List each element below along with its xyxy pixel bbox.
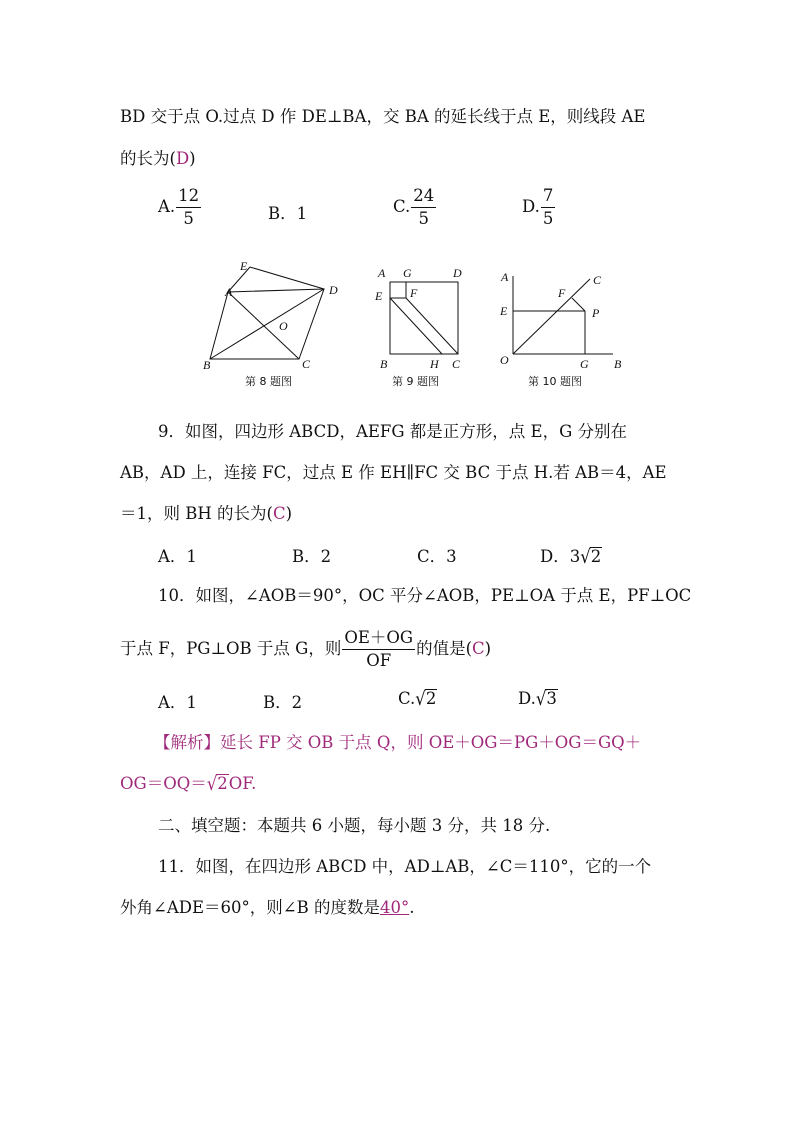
fig9-square-aefg [390,282,406,298]
q10-option-c-letter: C. [398,689,416,708]
q9-line3 [120,502,292,526]
fig10-label-b: B [614,357,622,371]
q10-analysis-line2 [120,772,256,796]
q8-option-a [158,188,202,227]
q8-line2 [120,147,196,171]
q8-answer: D [175,149,190,168]
q11-line2 [120,896,414,920]
q8-option-d-num: 7 [541,188,556,208]
q9-option-c: C．3 [417,547,457,566]
q8-option-c-num: 24 [411,188,436,208]
q9-option-d-radical-sign: √ [580,545,591,568]
fig10-label-g: G [580,357,589,371]
q10-line2-mid: 的值是( [416,639,473,658]
fig9-label-a: A [378,266,386,280]
q8-option-c-letter: C. [393,197,411,216]
q10-option-d-letter: D. [518,689,536,708]
q8-line2-pre: 的长为( [120,149,176,168]
fig9-label-d: D [453,266,462,280]
q10-analysis-line2-pre: OG＝OQ＝ [120,774,207,793]
fig9-caption: 第 9 题图 [392,375,439,388]
section2-heading: 二、填空题：本题共 6 小题，每小题 3 分，共 18 分. [158,816,551,835]
q9-line1: 9．如图，四边形 ABCD，AEFG 都是正方形，点 E，G 分别在 [158,422,627,441]
q8-option-a-fraction [176,188,201,227]
fig8-diagonal-bd [210,289,324,359]
q10-option-d-radical-sign: √ [535,687,547,710]
q8-option-d-fraction [541,188,556,227]
q9-option-d-radicand: 2 [590,547,602,566]
fig10-caption: 第 10 题图 [528,375,582,388]
q10-fraction [342,630,415,669]
q9-line3-post: ) [285,504,293,523]
q10-answer: C [472,639,485,658]
q11-line2-post: . [409,898,415,917]
q10-option-c-radicand: 2 [425,689,437,708]
q10-analysis-line2-post: OF. [228,774,257,793]
q11-answer: 40° [379,898,410,917]
fig8-line-de [250,267,324,289]
q10-line2-pre: 于点 F，PG⊥OB 于点 G，则 [120,639,342,658]
q9-option-a: A．1 [158,547,197,566]
fig9-line-fc [406,298,458,354]
q9-option-b: B．2 [292,547,332,566]
q10-option-d [518,689,558,708]
fig8-label-o: O [279,319,288,333]
fig9-label-e: E [375,289,383,303]
q9-answer: C [272,504,286,523]
q10-option-c-radical-sign: √ [415,687,426,710]
q10-line1: 10．如图，∠AOB＝90°，OC 平分∠AOB，PE⊥OA 于点 E，PF⊥OC [158,586,692,605]
q8-option-c [393,188,437,227]
fig8-label-c: C [302,357,311,371]
fig10-label-f: F [558,286,566,300]
q10-analysis-radical-sign: √ [206,772,218,795]
q8-option-c-fraction [411,188,436,227]
figure-8 [203,259,338,388]
q8-option-b: B．1 [268,204,308,223]
fig9-label-b: B [380,357,388,371]
fig9-label-c: C [452,357,461,371]
fig9-label-g: G [403,266,412,280]
fig9-label-f: F [410,286,418,300]
q10-line2 [120,630,491,669]
q9-line2: AB，AD 上，连接 FC，过点 E 作 EH∥FC 交 BC 于点 H.若 AB＝4，AE [120,463,667,482]
fig8-label-b: B [203,358,211,372]
q9-line3-pre: ＝1，则 BH 的长为( [120,504,273,523]
q8-option-c-den: 5 [418,208,430,228]
fig10-label-a: A [501,270,509,284]
q10-fraction-num: OE＋OG [342,630,415,650]
fig10-label-p: P [592,306,600,320]
fig8-label-a: A [225,285,233,299]
fig8-caption: 第 8 题图 [245,375,292,388]
fig10-line-pf [572,298,585,311]
q8-option-d-letter: D. [522,197,540,216]
q10-option-b: B．2 [263,693,303,712]
q11-line1: 11．如图，在四边形 ABCD 中，AD⊥AB，∠C＝110°，它的一个 [158,857,652,876]
fig8-label-d: D [329,283,338,297]
q10-option-c [398,689,437,708]
q9-option-d-coef: D．3 [540,547,581,566]
q10-analysis-line1: 【解析】延长 FP 交 OB 于点 Q，则 OE＋OG＝PG＋OG＝GQ＋ [154,733,642,752]
q9-option-d [540,543,602,567]
q8-option-a-num: 12 [176,188,201,208]
q10-line2-post: ) [484,639,492,658]
q8-option-a-letter: A. [158,197,176,216]
q8-line1: BD 交于点 O.过点 D 作 DE⊥BA，交 BA 的延长线于点 E，则线段 AE [120,107,646,126]
q10-option-a: A．1 [158,693,197,712]
fig9-line-eh [390,298,442,354]
q10-analysis-radicand: 2 [217,774,228,793]
q10-fraction-den: OF [366,650,392,670]
fig10-label-e: E [500,304,508,318]
fig8-label-e: E [240,259,248,273]
figures-row [195,258,635,393]
q8-option-a-den: 5 [183,208,194,228]
figure-10 [499,270,622,388]
figure-9 [374,266,462,388]
q11-line2-pre: 外角∠ADE＝60°，则∠B 的度数是 [120,898,380,917]
fig10-label-o: O [500,353,509,367]
q8-option-d-den: 5 [542,208,554,228]
fig9-label-h: H [430,357,439,371]
q8-line2-post: ) [189,149,196,168]
q10-option-d-radicand: 3 [546,689,557,708]
q8-option-d [522,188,556,227]
fig10-label-c: C [593,273,602,287]
fig8-diagonal-ac [228,292,299,359]
fig10-ray-oc [513,279,590,354]
